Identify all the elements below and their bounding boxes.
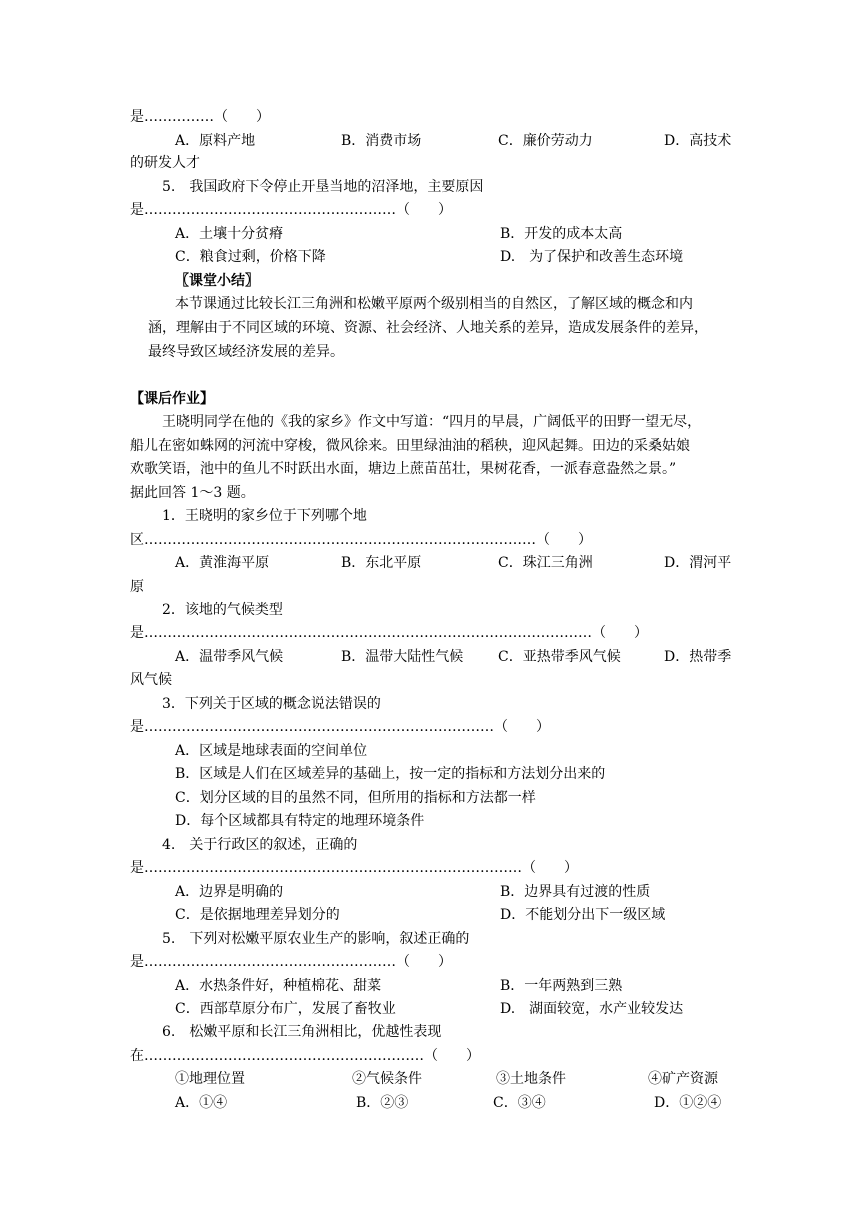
option-b: B．温带大陆性气候 <box>341 649 464 665</box>
option-b: B．一年两熟到三熟 <box>500 978 623 994</box>
question-stem: 5. 下列对松嫩平原农业生产的影响，叙述正确的 <box>162 931 470 947</box>
option-a: A．温带季风气候 <box>175 649 284 665</box>
question-stem-end: 在……………………………………………………（ ） <box>130 1048 480 1064</box>
option-a: A．边界是明确的 <box>175 884 284 900</box>
option-b: B．②③ <box>356 1095 409 1111</box>
question-stem: 5. 我国政府下令停止开垦当地的沼泽地，主要原因 <box>162 179 484 195</box>
option-d: D. 为了保护和改善生态环境 <box>500 249 684 265</box>
intro-line: 王晓明同学在他的《我的家乡》作文中写道：“四月的早晨，广阔低平的田野一望无尽， <box>162 414 702 430</box>
option-d: D．高技术 <box>664 133 732 149</box>
question-stem-end: 是………………………………………………（ ） <box>130 202 452 218</box>
question-stem: 1．王晓明的家乡位于下列哪个地 <box>162 508 367 524</box>
question-stem-end: 是………………………………………………………………………（ ） <box>130 860 578 876</box>
option-c: C．粮食过剩，价格下降 <box>175 249 326 265</box>
choice-item: ①地理位置 <box>175 1071 245 1087</box>
option-c: C．廉价劳动力 <box>498 133 593 149</box>
option-d: D．不能划分出下一级区域 <box>500 907 666 923</box>
option-b: B．消费市场 <box>341 133 422 149</box>
question-stem: 6. 松嫩平原和长江三角洲相比，优越性表现 <box>162 1024 442 1040</box>
option-b: B．开发的成本太高 <box>500 226 623 242</box>
option-c: C．西部草原分布广，发展了畜牧业 <box>175 1001 396 1017</box>
option-d: D．每个区域都具有特定的地理环境条件 <box>175 813 425 829</box>
question-stem-end: 是………………………………………………（ ） <box>130 954 452 970</box>
intro-line: 船儿在密如蛛网的河流中穿梭，微风徐来。田里绿油油的稻秧，迎风起舞。田边的采桑姑娘 <box>130 438 690 454</box>
option-c: C．③④ <box>493 1095 546 1111</box>
option-b: B．边界具有过渡的性质 <box>500 884 651 900</box>
option-a: A．土壤十分贫瘠 <box>175 226 284 242</box>
option-c: C．亚热带季风气候 <box>498 649 621 665</box>
option-a: A．水热条件好，种植棉花、甜菜 <box>175 978 382 994</box>
option-d-continued: 风气候 <box>130 672 172 688</box>
choice-item: ③土地条件 <box>496 1071 566 1087</box>
question-stem-end: 是…………………………………………………………………（ ） <box>130 719 550 735</box>
summary-line: 本节课通过比较长江三角洲和松嫩平原两个级别相当的自然区，了解区域的概念和内 <box>175 296 693 312</box>
option-a: A．①④ <box>175 1095 228 1111</box>
section-title-homework: 【课后作业】 <box>130 391 214 407</box>
choice-item: ④矿产资源 <box>648 1071 718 1087</box>
summary-line: 涵，理解由于不同区域的环境、资源、社会经济、人地关系的差异，造成发展条件的差异， <box>148 320 708 336</box>
question-stem-end: 区…………………………………………………………………………（ ） <box>130 532 592 548</box>
option-d-continued: 原 <box>130 579 144 595</box>
option-d: D．渭河平 <box>664 555 732 571</box>
option-a: A．黄淮海平原 <box>175 555 270 571</box>
option-b: B．东北平原 <box>341 555 422 571</box>
choice-item: ②气候条件 <box>352 1071 422 1087</box>
question-stem: 3．下列关于区域的概念说法错误的 <box>162 696 381 712</box>
option-a: A．原料产地 <box>175 133 256 149</box>
question-stem: 4. 关于行政区的叙述，正确的 <box>162 837 358 853</box>
option-c: C．珠江三角洲 <box>498 555 593 571</box>
option-d: D. 湖面较宽，水产业较发达 <box>500 1001 684 1017</box>
option-c: C．是依据地理差异划分的 <box>175 907 340 923</box>
question-stem: 2．该地的气候类型 <box>162 602 283 618</box>
question-stem-end: 是……………………………………………………………………………………（ ） <box>130 625 648 641</box>
intro-line: 欢歌笑语，池中的鱼儿不时跃出水面，塘边上蔗苗茁壮，果树花香，一派春意盎然之景。” <box>130 461 677 477</box>
option-d-continued: 的研发人才 <box>130 155 200 171</box>
option-d: D．①②④ <box>654 1095 722 1111</box>
question-stem: 是……………（ ） <box>130 109 270 125</box>
option-d: D．热带季 <box>664 649 732 665</box>
section-title-summary: 〖课堂小结〗 <box>175 273 259 289</box>
option-b: B．区域是人们在区域差异的基础上，按一定的指标和方法划分出来的 <box>175 766 606 782</box>
option-c: C．划分区域的目的虽然不同，但所用的指标和方法都一样 <box>175 790 536 806</box>
intro-line: 据此回答 1～3 题。 <box>130 485 255 501</box>
summary-line: 最终导致区域经济发展的差异。 <box>148 344 344 360</box>
option-a: A．区域是地球表面的空间单位 <box>175 743 368 759</box>
